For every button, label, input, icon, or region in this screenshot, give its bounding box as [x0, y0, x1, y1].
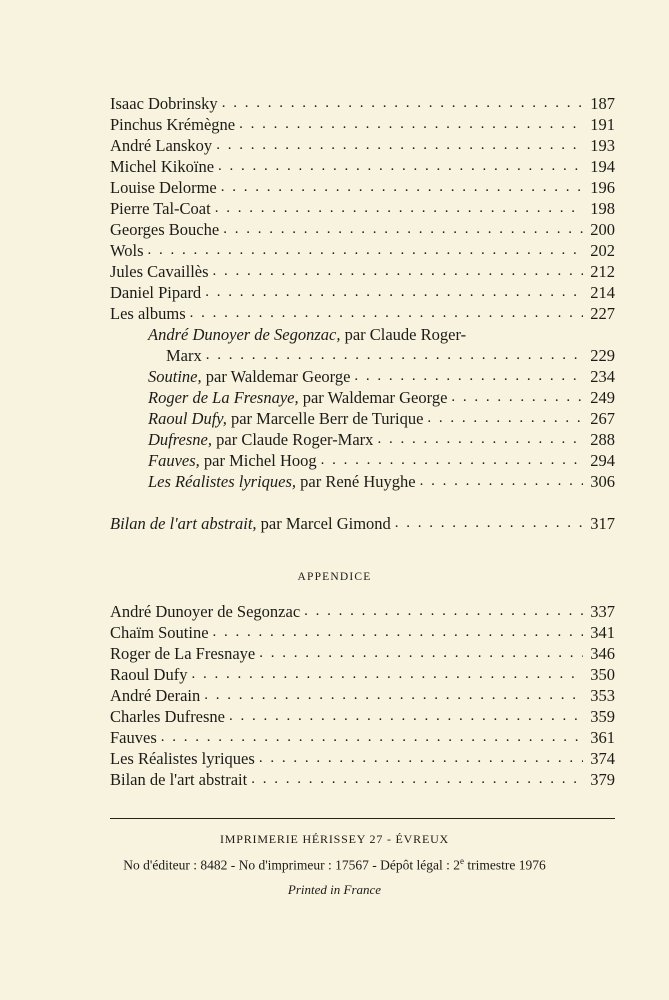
toc-entry: Pierre Tal-Coat . . . 198	[110, 198, 615, 219]
page-number: 194	[590, 157, 615, 176]
toc-entry: Isaac Dobrinsky . . . 187	[110, 93, 615, 114]
toc-entry: Jules Cavaillès . . . 212	[110, 261, 615, 282]
toc-subentry: Raoul Dufy, par Marcelle Berr de Turique . . . 267	[110, 408, 615, 429]
colophon	[0, 830, 669, 900]
page-number: 193	[590, 136, 615, 155]
toc-subentry: Soutine, par Waldemar George . . . 234	[110, 366, 615, 387]
appendix-entry: Fauves . . . 361	[110, 727, 615, 748]
page-number: 249	[590, 388, 615, 407]
page-number: 341	[590, 623, 615, 642]
page-number: 212	[590, 262, 615, 281]
printer-line: IMPRIMERIE HÉRISSEY 27 - ÉVREUX	[219, 832, 450, 846]
page-number: 202	[590, 241, 615, 260]
page-number: 374	[590, 749, 615, 768]
toc-entry: Les albums . . . 227	[110, 303, 615, 324]
page-number: 353	[590, 686, 615, 705]
page-number: 191	[590, 115, 615, 134]
appendix-heading: APPENDICE	[297, 571, 372, 583]
page-number: 306	[590, 472, 615, 491]
toc-subentry-continuation: Marx . . . 229	[110, 345, 615, 366]
page-number: 288	[590, 430, 615, 449]
page-number: 317	[590, 514, 615, 533]
appendix-list	[110, 601, 615, 790]
toc-entry: Louise Delorme . . . 196	[110, 177, 615, 198]
page-number: 350	[590, 665, 615, 684]
toc-entry: Daniel Pipard . . . 214	[110, 282, 615, 303]
appendix-entry: Bilan de l'art abstrait . . . 379	[110, 769, 615, 790]
page-number: 214	[590, 283, 615, 302]
page-number: 227	[590, 304, 615, 323]
toc-subentry: André Dunoyer de Segonzac, par Claude Roger-	[148, 325, 467, 344]
legal-deposit-line: No d'éditeur : 8482 - No d'imprimeur : 17567 - Dépôt légal : 2e trimestre 1976	[123, 856, 546, 873]
table-of-contents	[110, 93, 615, 534]
page-number: 379	[590, 770, 615, 789]
page-number: 198	[590, 199, 615, 218]
page-number: 229	[590, 346, 615, 365]
toc-subentry: Roger de La Fresnaye, par Waldemar George . . . 249	[110, 387, 615, 408]
appendix-entry: Charles Dufresne . . . 359	[110, 706, 615, 727]
appendix-entry: Raoul Dufy . . . 350	[110, 664, 615, 685]
page-number: 346	[590, 644, 615, 663]
appendix-entry: Roger de La Fresnaye . . . 346	[110, 643, 615, 664]
page-number: 294	[590, 451, 615, 470]
toc-entry-bilan: Bilan de l'art abstrait, par Marcel Gimond . . . 317	[110, 513, 615, 534]
page-number: 187	[590, 94, 615, 113]
toc-entry: Pinchus Krémègne . . . 191	[110, 114, 615, 135]
appendix-entry: André Derain . . . 353	[110, 685, 615, 706]
toc-entry: Georges Bouche . . . 200	[110, 219, 615, 240]
page-number: 337	[590, 602, 615, 621]
toc-entry: Michel Kikoïne . . . 194	[110, 156, 615, 177]
page-number: 359	[590, 707, 615, 726]
page-number: 361	[590, 728, 615, 747]
toc-subentry: Dufresne, par Claude Roger-Marx . . . 288	[110, 429, 615, 450]
printed-in-line: Printed in France	[287, 881, 382, 897]
toc-subentry: Les Réalistes lyriques, par René Huyghe . . . 306	[110, 471, 615, 492]
toc-subentry: Fauves, par Michel Hoog . . . 294	[110, 450, 615, 471]
page-number: 196	[590, 178, 615, 197]
divider	[110, 818, 615, 819]
appendix-entry: Les Réalistes lyriques . . . 374	[110, 748, 615, 769]
appendix-entry: André Dunoyer de Segonzac . . . 337	[110, 601, 615, 622]
page-number: 200	[590, 220, 615, 239]
appendix-entry: Chaïm Soutine . . . 341	[110, 622, 615, 643]
page-number: 267	[590, 409, 615, 428]
toc-entry: Wols . . . 202	[110, 240, 615, 261]
toc-entry: André Lanskoy . . . 193	[110, 135, 615, 156]
page-number: 234	[590, 367, 615, 386]
